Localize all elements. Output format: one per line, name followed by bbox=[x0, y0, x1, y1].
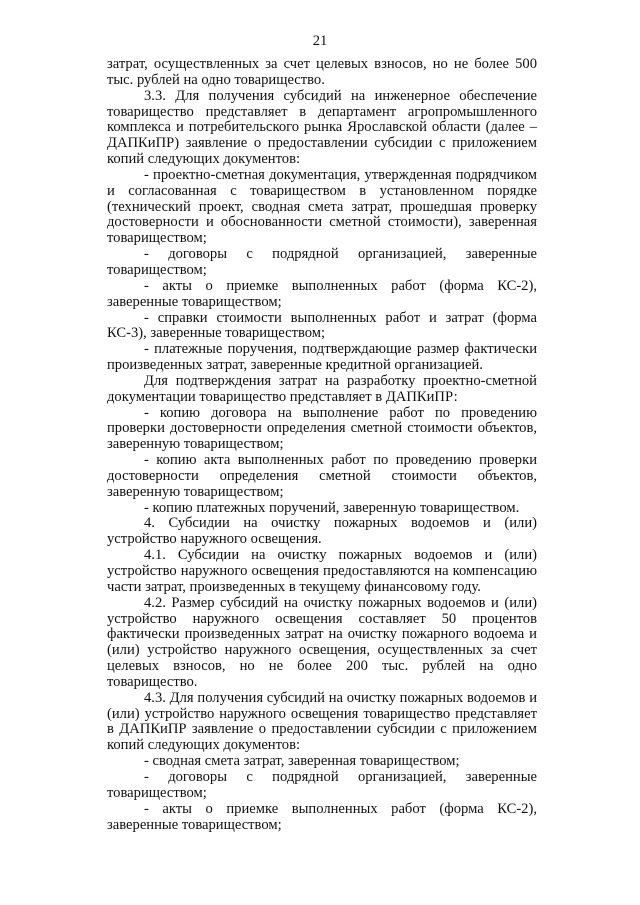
paragraph-3-3: 3.3. Для получения субсидий на инженерное обеспечение товарищество представляет в департамент агропромышленного комплекса и потребительского рынка Ярославской области (далее – ДАПКиПР) заявление о предоставлении субсидии с приложением копий следующих документов: bbox=[107, 87, 537, 168]
document-body bbox=[107, 57, 537, 833]
page-number: 21 bbox=[312, 33, 328, 49]
paragraph-4-1: 4.1. Субсидии на очистку пожарных водоемов и (или) устройство наружного освещения предоставляются на компенсацию части затрат, произведенных в текущему финансовому году. bbox=[107, 547, 537, 595]
list-item-payment-orders: - платежные поручения, подтверждающие размер фактически произведенных затрат, заверенные кредитной организацией. bbox=[107, 341, 537, 374]
list-item-act-copy: - копию акта выполненных работ по проведению проверки достоверности определения сметной стоимости объектов, заверенную товариществом; bbox=[107, 452, 537, 500]
paragraph-cost-confirmation: Для подтверждения затрат на разработку проектно-сметной документации товарищество представляет в ДАПКиПР: bbox=[107, 372, 537, 405]
list-item-certificates-ks3: - справки стоимости выполненных работ и затрат (форма КС-3), заверенные товариществом; bbox=[107, 309, 537, 342]
list-item-contract-copy: - копию договора на выполнение работ по проведению проверки достоверности определения сметной стоимости объектов, заверенную товариществом; bbox=[107, 404, 537, 453]
list-item-payment-copy: - копию платежных поручений, заверенную товариществом. bbox=[144, 499, 520, 516]
list-item-contracts-2: - договоры с подрядной организацией, заверенные товариществом; bbox=[107, 768, 537, 801]
list-item-acts-ks2-2: - акты о приемке выполненных работ (форма КС-2), заверенные товариществом; bbox=[107, 800, 537, 833]
list-item-acts-ks2: - акты о приемке выполненных работ (форма КС-2), заверенные товариществом; bbox=[107, 277, 537, 310]
paragraph-continuation: затрат, осуществленных за счет целевых взносов, но не более 500 тыс. рублей на одно товарищество. bbox=[107, 56, 537, 88]
list-item-contracts: - договоры с подрядной организацией, заверенные товариществом; bbox=[107, 246, 537, 278]
section-4-heading: 4. Субсидии на очистку пожарных водоемов и (или) устройство наружного освещения. bbox=[107, 515, 537, 548]
list-item-project-documentation: - проектно-сметная документация, утвержденная подрядчиком и согласованная с товариществом в установленном порядке (технический проект, сводная смета затрат, прошедшая проверку достоверности и обоснованности сметной стоимости), заверенная товариществом; bbox=[107, 166, 537, 247]
paragraph-4-2: 4.2. Размер субсидий на очистку пожарных водоемов и (или) устройство наружного освещения составляет 50 процентов фактически произведенных затрат на очистку пожарного водоема и (или) устройство наружного освещения, осуществленных за счет целевых взносов, но не более 200 тыс. рублей на одно товарищество. bbox=[107, 594, 537, 690]
paragraph-4-3: 4.3. Для получения субсидий на очистку пожарных водоемов и (или) устройство наружного освещения товарищество представляет в ДАПКиПР заявление о предоставлении субсидии с приложением копий следующих документов: bbox=[107, 689, 537, 754]
list-item-summary-estimate: - сводная смета затрат, заверенная товариществом; bbox=[144, 753, 460, 770]
